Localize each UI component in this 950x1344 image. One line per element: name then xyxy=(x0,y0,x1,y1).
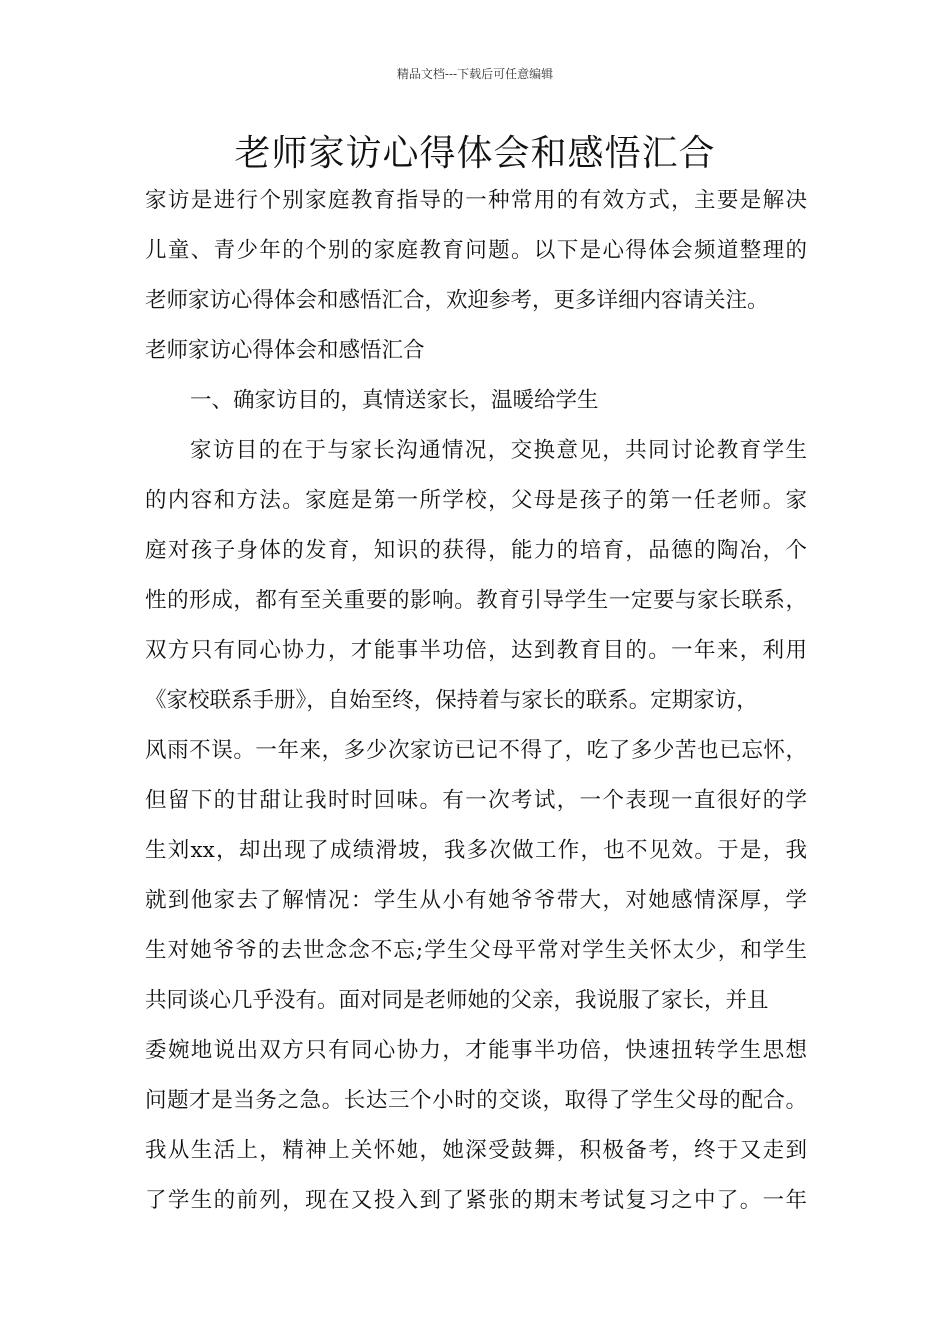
paragraph-first-line: 家访目的在于与家长沟通情况，交换意见，共同讨论教育学生 xyxy=(190,438,807,463)
body-line: 了学生的前列，现在又投入到了紧张的期末考试复习之中了。一年 xyxy=(145,1188,807,1213)
body-line: 老师家访心得体会和感悟汇合，欢迎参考，更多详细内容请关注。 xyxy=(145,288,769,313)
body-line: 生对她爷爷的去世念念不忘;学生父母平常对学生关怀太少，和学生 xyxy=(145,938,807,963)
body-line: 问题才是当务之急。长达三个小时的交谈，取得了学生父母的配合。 xyxy=(145,1088,807,1113)
body-line: 庭对孩子身体的发育，知识的获得，能力的培育，品德的陶冶，个 xyxy=(145,538,807,563)
body-line: 双方只有同心协力，才能事半功倍，达到教育目的。一年来，利用 xyxy=(145,638,807,663)
body-line: 儿童、青少年的个别的家庭教育问题。以下是心得体会频道整理的 xyxy=(145,238,807,263)
body-line: 的内容和方法。家庭是第一所学校，父母是孩子的第一任老师。家 xyxy=(145,488,807,513)
page-header: 精品文档---下载后可任意编辑 xyxy=(396,67,554,81)
body-line: 就到他家去了解情况：学生从小有她爷爷带大，对她感情深厚，学 xyxy=(145,888,807,913)
body-line: 风雨不误。一年来，多少次家访已记不得了，吃了多少苦也已忘怀， xyxy=(145,738,807,763)
body-line: 生刘xx，却出现了成绩滑坡，我多次做工作，也不见效。于是，我 xyxy=(145,838,807,863)
body-line: 但留下的甘甜让我时时回味。有一次考试，一个表现一直很好的学 xyxy=(145,788,807,813)
body-line: 我从生活上，精神上关怀她，她深受鼓舞，积极备考，终于又走到 xyxy=(145,1138,807,1163)
section-subtitle: 老师家访心得体会和感悟汇合 xyxy=(145,338,425,363)
body-line: 家访是进行个别家庭教育指导的一种常用的有效方式，主要是解决 xyxy=(145,188,807,213)
body-line: 性的形成，都有至关重要的影响。教育引导学生一定要与家长联系， xyxy=(145,588,807,613)
body-line: 委婉地说出双方只有同心协力，才能事半功倍，快速扭转学生思想 xyxy=(145,1038,807,1063)
document-title: 老师家访心得体会和感悟汇合 xyxy=(234,133,716,174)
section-heading: 一、确家访目的，真情送家长，温暖给学生 xyxy=(190,388,599,413)
body-line: 《家校联系手册》，自始至终，保持着与家长的联系。定期家访， xyxy=(145,688,758,713)
body-line: 共同谈心几乎没有。面对同是老师她的父亲，我说服了家长，并且 xyxy=(145,988,769,1013)
